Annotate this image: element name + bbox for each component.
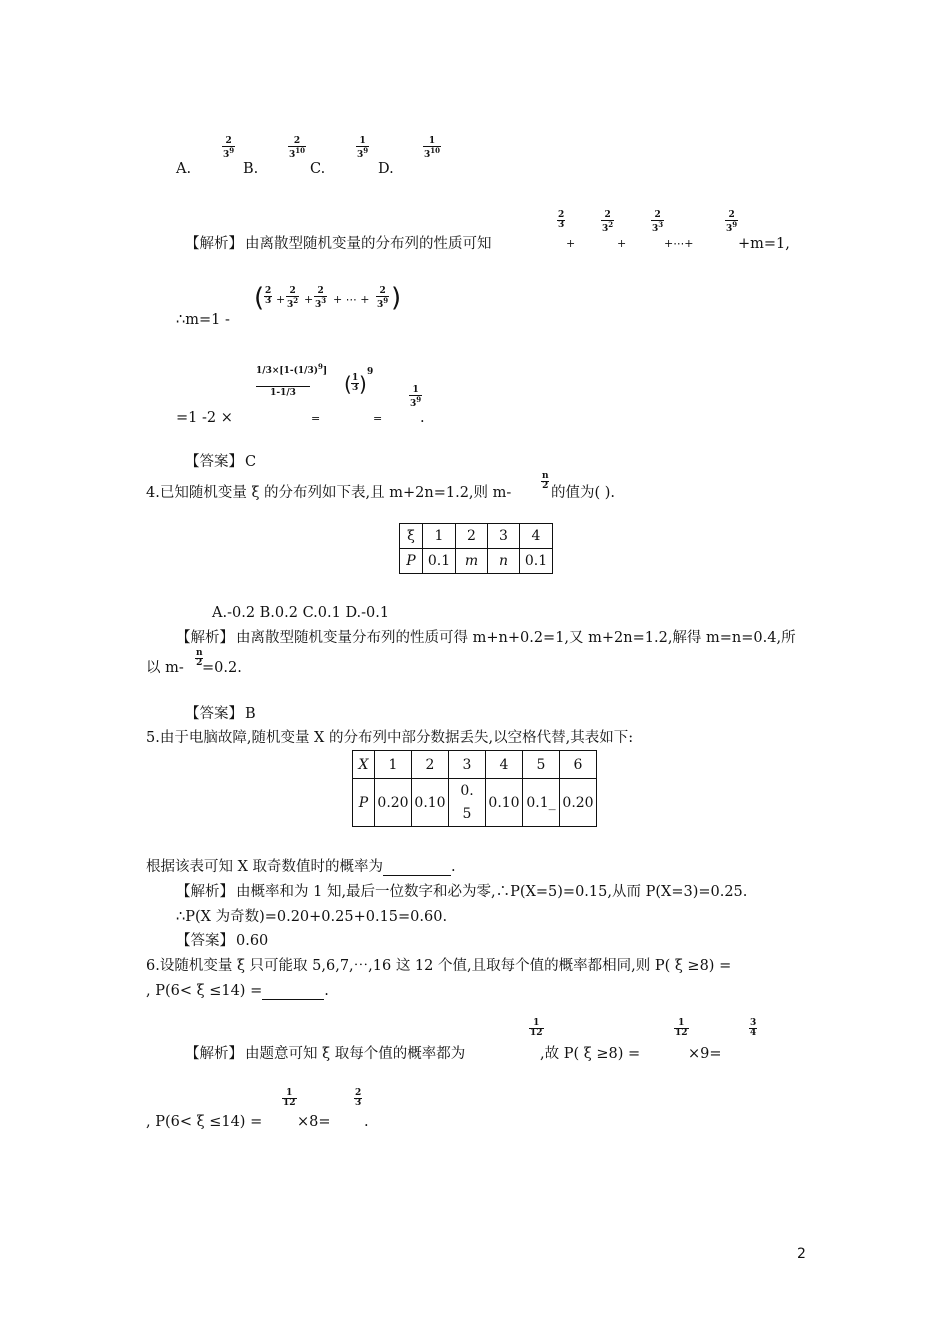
q6-frac-3-4 [749,1019,757,1038]
sum-term1 [264,287,272,306]
big-frac-numerator: $1/3\times[1-(1/3)^9]$ [256,362,328,376]
q6-analysis-label: 【解析】 [185,1046,243,1062]
q6-end: . [364,1114,369,1130]
q6-f4-num: 1 [286,1088,293,1098]
term1-num: 2 [558,210,565,220]
option-d-label: D. [378,161,394,177]
bf-exp: 9 [318,362,323,371]
table-cell: 0.1 [520,549,553,574]
q6-f2-den: 12 [675,1028,688,1038]
bf-three2: 3 [307,366,314,376]
q6-f3-num: 3 [750,1018,757,1028]
q6-frac-2-3 [354,1089,362,1108]
q6-frac-1-12-c [282,1089,297,1108]
option-d-num: 1 [428,136,436,146]
big-frac-denominator: 1-1/3 [256,386,310,398]
q6-f3-den: 4 [750,1028,757,1038]
pow-exp: 9 [367,367,374,377]
q5-stem: 5.由于电脑故障,随机变量 X 的分布列中部分数据丢失,以空格代替,其表如下: [146,730,634,746]
option-c-fraction [356,137,369,160]
q4-analysis-label: 【解析】 [176,630,234,646]
pow-right-paren: ) [359,372,367,396]
option-c-num: 1 [359,136,366,146]
bf-den-three: 3 [289,388,296,398]
q4-stem-fraction [541,472,550,491]
q4-stem-b: 的值为( ). [551,485,616,501]
term3-num: 2 [654,210,661,220]
q6-times8: ×8= [297,1114,331,1130]
equals-1: = [311,412,321,425]
q6-f2-num: 1 [678,1018,685,1028]
result-fraction [409,386,422,409]
q6-f1-den: 12 [530,1028,543,1038]
table-cell: 3 [449,751,486,779]
table-cell: 0.20 [560,779,597,827]
sum9-den: 3 [377,300,384,310]
q5-analysis-label: 【解析】 [176,884,234,900]
table-cell: 0.10 [486,779,523,827]
option-a-num: 2 [225,136,232,146]
bf-one: 1 [256,366,263,376]
table-cell: 5 [523,751,560,779]
sum1-den: 3 [265,296,272,306]
sum1-num: 2 [265,286,272,296]
table-cell: 2 [456,524,488,549]
analysis-text: 由离散型随机变量的分布列的性质可知 [245,236,492,252]
answer-value: C [245,454,257,470]
term4-num: 2 [728,210,735,220]
q5-answer-label: 【答案】 [176,933,234,949]
table-cell: 0.20 [375,779,412,827]
q4-frac-num: n [542,471,549,481]
table-row [353,751,597,779]
right-paren: ) [391,283,402,313]
option-c-exp: 9 [363,146,369,155]
q6-f5-num: 2 [355,1088,362,1098]
pow-num: 1 [352,373,359,383]
table-cell: 0. 5 [449,779,486,827]
result-den: 3 [410,399,417,409]
option-b-den: 3 [289,150,296,160]
term4-exp: 9 [732,220,738,229]
sum-term9 [376,287,389,310]
term3-den: 3 [652,224,659,234]
term2-exp: 2 [608,220,614,229]
q4-af-num: n [196,648,203,658]
equals-2: = [373,412,383,425]
option-c-label: C. [310,161,326,177]
option-d-den: 3 [424,150,431,160]
table-cell: 3 [488,524,520,549]
left-paren: ( [254,283,265,313]
table-cell: 1 [423,524,456,549]
option-d-fraction [423,137,441,160]
table-cell: P [353,779,375,827]
table-cell: 0.1 [423,549,456,574]
answer-label: 【答案】 [185,454,243,470]
bf-three: 3 [265,366,272,376]
term-2-over-3-9 [725,211,738,234]
q4-answer-value: B [245,706,256,722]
q6-stem-line2 [146,984,329,1000]
option-d-exp: 10 [430,146,441,155]
option-c-den: 3 [357,150,364,160]
q6-analysis-text: 由题意可知 ξ 取每个值的概率都为 [245,1046,466,1062]
sum-term3 [314,287,327,310]
pow-left-paren: ( [344,372,352,396]
sum-plus-1: + [276,293,286,306]
term-2-over-3-sq [601,211,614,234]
sum2-num: 2 [289,286,296,296]
table-cell: n [488,549,520,574]
q4-analysis-line2b: =0.2. [202,660,242,676]
bf-den-one-minus: 1- [270,388,281,398]
q5-answer-value: 0.60 [236,933,269,949]
q6-analysis-mid: ,故 P( ξ ≥8) = [540,1046,641,1062]
plus-2: + [617,237,627,250]
sum3-exp: 3 [321,296,327,305]
option-a-label: A. [176,161,192,177]
sum2-den: 3 [287,300,294,310]
q5-question-end: . [451,859,456,875]
page-number: 2 [797,1246,806,1262]
option-b-num: 2 [293,136,301,146]
table-cell: 0.10 [412,779,449,827]
q6-f1-num: 1 [533,1018,540,1028]
table-row [353,779,597,827]
table-cell: ξ [400,524,423,549]
q5-distribution-table [352,750,597,827]
option-b-label: B. [243,161,259,177]
q4-frac-den: 2 [542,481,549,491]
term2-den: 3 [602,224,609,234]
answer-blank [262,984,324,1000]
q4-options: A.-0.2 B.0.2 C.0.1 D.-0.1 [212,605,390,621]
result-exp: 9 [416,395,422,404]
table-row [400,524,553,549]
sum-term2 [286,287,299,310]
answer-blank [383,860,451,876]
q5-analysis-line2: ∴P(X 为奇数)=0.20+0.25+0.15=0.60. [176,909,448,925]
q5-question [146,860,456,876]
q6-f5-den: 3 [355,1098,362,1108]
option-a-den: 3 [223,150,230,160]
plus-3: +⋯+ [664,237,694,250]
sum-plus-2: + [304,293,314,306]
plus-1: + [566,237,576,250]
table-cell: 2 [412,751,449,779]
bf-den-one: 1 [280,388,287,398]
bf-one-minus: 1- [283,366,294,376]
sum2-exp: 2 [293,296,299,305]
q6-times9: ×9= [688,1046,722,1062]
sum3-num: 2 [317,286,324,296]
table-cell: P [400,549,423,574]
q4-stem-a: 4.已知随机变量 ξ 的分布列如下表,且 m+2n=1.2,则 m- [146,485,512,501]
table-cell: 1 [375,751,412,779]
term2-num: 2 [604,210,611,220]
q6-frac-1-12-b [674,1019,689,1038]
option-a-fraction [222,137,235,160]
q6-stem: 6.设随机变量 ξ 只可能取 5,6,7,⋯,16 这 12 个值,且取每个值的概率都相同,则 P( ξ ≥8) = [146,958,732,974]
bf-one2: 1 [297,366,305,376]
pow-den: 3 [352,383,359,393]
table-cell: 4 [486,751,523,779]
plus-m-equals-1: +m=1, [738,236,790,252]
q5-question-text: 根据该表可知 X 取奇数值时的概率为 [146,859,384,875]
q6-f4-den: 12 [283,1098,296,1108]
table-cell: m [456,549,488,574]
term-2-over-3-cube [651,211,664,234]
q4-answer-label: 【答案】 [185,706,243,722]
q6-stem-line2-end: . [324,983,329,999]
q4-distribution-table [399,523,553,574]
option-b-exp: 10 [295,146,306,155]
table-cell: 0.1_ [523,779,560,827]
q6-stem-line2-text: , P(6< ξ ≤14) = [146,983,263,999]
q6-frac-1-12 [529,1019,544,1038]
q6-line2-a: , P(6< ξ ≤14) = [146,1114,263,1130]
term1-den: 3 [558,220,565,230]
table-cell: 4 [520,524,553,549]
result-num: 1 [412,385,419,395]
term3-exp: 3 [658,220,664,229]
therefore-m: ∴m=1 - [176,312,230,328]
option-b-fraction [288,137,306,160]
table-cell: X [353,751,375,779]
sum9-exp: 9 [383,296,389,305]
analysis-label: 【解析】 [185,236,243,252]
period: . [420,410,425,426]
q4-analysis-line2a: 以 m- [146,660,184,676]
sum-ellipsis: + ⋯ + [333,293,370,306]
term-2-over-3 [557,211,565,230]
line3-start: =1 -2 × [176,410,233,426]
sum9-num: 2 [379,286,386,296]
big-fraction [256,362,328,398]
q5-analysis-text: 由概率和为 1 知,最后一位数字和必为零,∴P(X=5)=0.15,从而 P(X=3)=0.25. [236,884,748,900]
q4-analysis-text: 由离散型随机变量分布列的性质可得 m+n+0.2=1,又 m+2n=1.2,解得 m=n=0.4,所 [236,630,796,646]
option-a-exp: 9 [229,146,235,155]
term4-den: 3 [726,224,733,234]
table-row [400,549,553,574]
sum3-den: 3 [315,300,322,310]
table-cell: 6 [560,751,597,779]
q4-af-den: 2 [196,658,203,668]
